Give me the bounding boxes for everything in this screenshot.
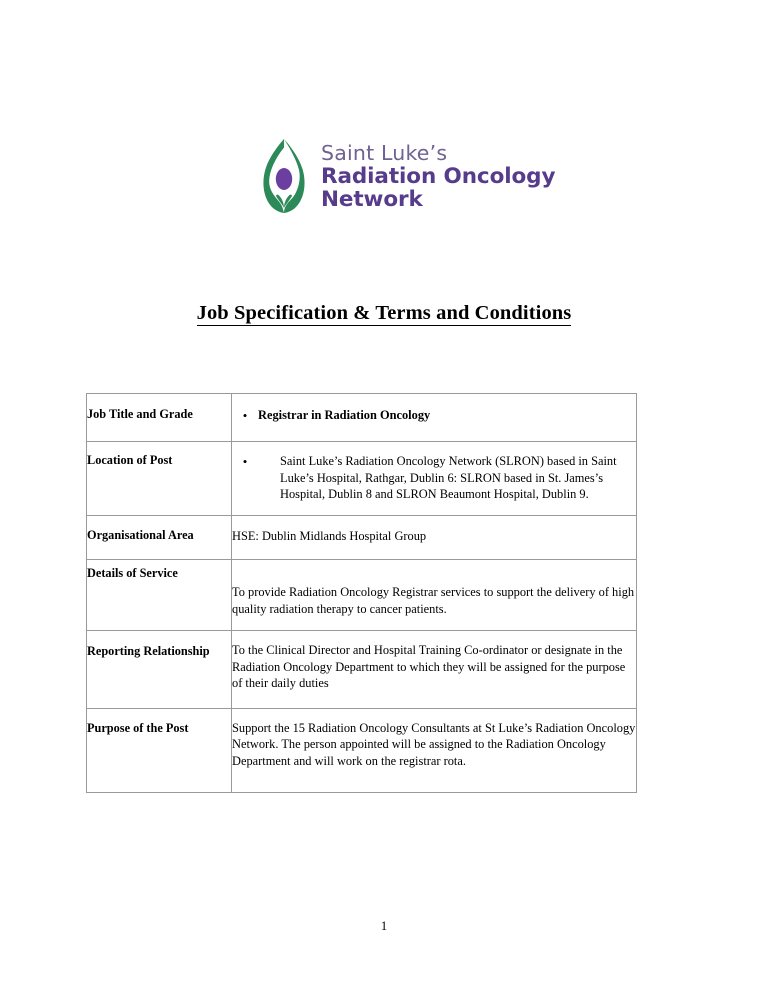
- table-row: [87, 394, 637, 442]
- row-value: [232, 394, 637, 442]
- table-row: [87, 708, 637, 793]
- bullet-icon: •: [242, 408, 248, 423]
- job-specification-table: [86, 393, 637, 793]
- logo-line-saint-lukes: Saint Luke’s: [321, 141, 448, 166]
- bullet-icon: •: [242, 454, 248, 470]
- row-value: To provide Radiation Oncology Registrar services to support the delivery of high quality radiation therapy to cancer patients.: [232, 560, 637, 631]
- page-number: 1: [380, 919, 388, 933]
- flame-leaf-icon: [258, 138, 310, 214]
- row-value: [232, 442, 637, 516]
- row-value-text: Registrar in Radiation Oncology: [258, 408, 431, 422]
- logo-line-radiation-oncology: Radiation Oncology: [321, 163, 556, 189]
- row-label: Location of Post: [87, 442, 232, 516]
- table-row: [87, 442, 637, 516]
- logo-line-network: Network: [321, 187, 423, 213]
- organisation-logo: [258, 138, 555, 214]
- row-label: Purpose of the Post: [87, 708, 232, 793]
- table-row: [87, 631, 637, 709]
- row-label: Job Title and Grade: [87, 394, 232, 442]
- row-label: Organisational Area: [87, 515, 232, 560]
- row-label: Reporting Relationship: [87, 631, 232, 709]
- table-row: [87, 560, 637, 631]
- row-value: To the Clinical Director and Hospital Training Co-ordinator or designate in the Radiation Oncology Department to which they will be assigned for the purpose of their daily duties: [232, 631, 637, 709]
- row-value: HSE: Dublin Midlands Hospital Group: [232, 515, 637, 560]
- row-label: Details of Service: [87, 560, 232, 631]
- row-value-text: Saint Luke’s Radiation Oncology Network (SLRON) based in Saint Luke’s Hospital, Rathgar, Dublin 6: SLRON based in St. James’s Hospital, Dublin 8 and SLRON Beaumont Hospital, Dublin 9.: [280, 454, 617, 502]
- page-title-text: Job Specification & Terms and Conditions: [196, 301, 572, 324]
- page-title: [0, 302, 768, 325]
- logo-wordmark: [321, 141, 555, 211]
- table-row: [87, 515, 637, 560]
- row-value: Support the 15 Radiation Oncology Consultants at St Luke’s Radiation Oncology Network. The person appointed will be assigned to the Radiation Oncology Department and will work on the registrar rota.: [232, 708, 637, 793]
